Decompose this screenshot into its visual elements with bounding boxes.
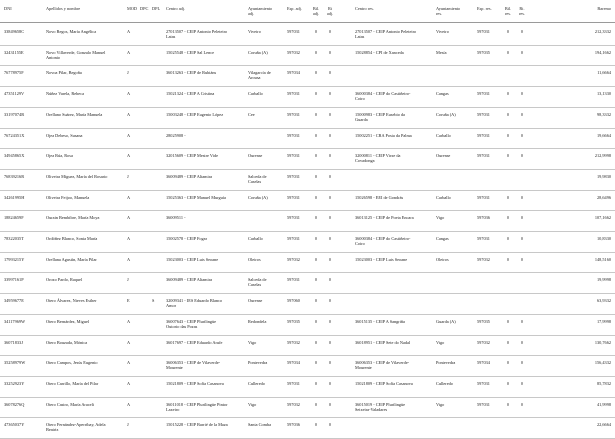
cell-centro-res: 36015019 - CEIP Plurilingüe Seixeira-Valadares [355, 401, 406, 412]
column-header-dni: DNI [4, 6, 12, 11]
cell-baremo: 130,7662 [594, 339, 611, 345]
cell-ayuntamiento-adj: Carballo [248, 91, 263, 97]
cell-ayuntamiento-res: Vigo [436, 401, 445, 407]
column-header-baremo: Baremo [597, 6, 611, 11]
cell-bil-adj: 0 [314, 70, 318, 76]
cell-ri-adj: 0 [328, 70, 332, 76]
cell-ri-res: 0 [520, 91, 524, 97]
cell-esp-adj: 597035 [287, 318, 300, 324]
cell-bil-res: 0 [506, 401, 510, 407]
cell-bil-adj: 0 [314, 215, 318, 221]
table-row [0, 418, 615, 439]
cell-ri-adj: 0 [328, 91, 332, 97]
cell-mod: A [127, 153, 131, 159]
cell-baremo: 194,1662 [594, 49, 611, 55]
cell-centro-adj: 36009489 - CEIP Altamira [166, 277, 213, 283]
cell-bil-res: 0 [506, 215, 510, 221]
cell-dni: 76839216R [4, 173, 25, 179]
cell-bil-adj: 0 [314, 318, 318, 324]
cell-ri-res: 0 [520, 256, 524, 262]
cell-ayuntamiento-adj: Vilagarcía de Arousa [248, 70, 271, 81]
header-rule [0, 22, 615, 23]
cell-ri-res: 0 [520, 29, 524, 34]
column-header-bil-res: Bil. res. [504, 6, 512, 16]
table-row [0, 129, 615, 150]
cell-dni: 34945865X [4, 153, 25, 159]
cell-baremo: 212,9998 [594, 153, 611, 159]
cell-centro-adj: 36009489 - CEIP Altamira [166, 173, 213, 179]
table-row [0, 108, 615, 129]
cell-centro-adj: 28025908 - [166, 132, 186, 138]
cell-ri-adj: 0 [328, 111, 332, 117]
cell-ri-adj: 0 [328, 132, 332, 138]
table-row [0, 87, 615, 108]
cell-bil-adj: 0 [314, 236, 318, 241]
cell-mod: E [127, 298, 130, 304]
cell-bil-adj: 0 [314, 360, 318, 366]
table-row [0, 149, 615, 170]
table-row [0, 191, 615, 212]
cell-name: Ojea Debeso, Susana [46, 132, 83, 138]
cell-centro-res: 36015135 - CEIP A Sangriña [355, 318, 405, 324]
cell-esp-res: 597035 [477, 318, 490, 324]
cell-ayuntamiento-res: Ourense [436, 153, 451, 159]
cell-mod: A [127, 29, 131, 34]
cell-name: Oliveira Míguez, María del Rosario [46, 173, 108, 179]
column-header-dpl: DPL [152, 6, 161, 11]
cell-centro-adj: 36011018 - CEIP Plurilingüe Pintor Laxeiro [166, 401, 228, 412]
cell-name: Novo Villaverde, Gonzalo Manuel Antonio [46, 49, 106, 60]
table-row [0, 336, 615, 357]
cell-ayuntamiento-adj: Ourense [248, 298, 263, 304]
cell-ri-res: 0 [520, 153, 524, 159]
cell-dni: 17993215Y [4, 256, 25, 262]
cell-esp-adj: 597031 [287, 236, 300, 241]
cell-esp-res: 597036 [477, 215, 490, 221]
cell-ayuntamiento-adj: Pontevedra [248, 360, 268, 366]
cell-ri-res: 0 [520, 215, 524, 221]
cell-ri-adj: 0 [328, 173, 332, 179]
cell-centro-res: 36000384 - CEIP do Castiñeiro- Coiro [355, 91, 411, 102]
cell-bil-res: 0 [506, 318, 510, 324]
cell-esp-adj: 597031 [287, 91, 300, 97]
cell-centro-adj: 32015609 - CEIP Mestre Vide [166, 153, 219, 159]
cell-ri-res: 0 [520, 339, 524, 345]
cell-esp-adj: 597034 [287, 360, 300, 366]
table-row [0, 356, 615, 377]
cell-dni: 33997161P [4, 277, 24, 283]
cell-centro-adj: 15021809 - CEIP Sofía Casanova [166, 380, 224, 386]
cell-bil-adj: 0 [314, 111, 318, 117]
cell-dni: 36071833J [4, 339, 23, 345]
table-row [0, 46, 615, 67]
cell-esp-adj: 597034 [287, 70, 300, 76]
cell-ayuntamiento-adj: Vigo [248, 339, 257, 345]
cell-mod: A [127, 256, 131, 262]
cell-dni: 34261995H [4, 194, 25, 200]
cell-bil-res: 0 [506, 256, 510, 262]
cell-centro-res: 15021809 - CEIP Sofía Casanova [355, 380, 413, 386]
cell-bil-adj: 0 [314, 277, 318, 283]
cell-baremo: 19,9998 [597, 277, 611, 283]
cell-ayuntamiento-adj: Ourense [248, 153, 263, 159]
cell-ayuntamiento-res: Mesía [436, 49, 447, 55]
cell-name: Orozo Pardo, Raquel [46, 277, 83, 283]
cell-esp-res: 597031 [477, 153, 490, 159]
cell-ri-res: 0 [520, 380, 524, 386]
column-header-bil-adj: Bil. adj. [312, 6, 320, 16]
cell-bil-res: 0 [506, 380, 510, 386]
cell-baremo: 19,6664 [597, 132, 611, 138]
cell-centro-res: 36013125 - CEIP de Poeta Encara [355, 215, 414, 221]
cell-baremo: 107,1662 [594, 215, 611, 221]
cell-mod: A [127, 360, 131, 366]
cell-baremo: 41,9998 [597, 401, 611, 407]
cell-bil-res: 0 [506, 153, 510, 159]
cell-ayuntamiento-res: Vigo [436, 215, 445, 221]
cell-dni: 34959677E [4, 298, 24, 304]
cell-dni: 76778975F [4, 70, 24, 76]
cell-name: Ourain Bembibre, María Moya [46, 215, 100, 221]
cell-esp-res: 597031 [477, 91, 490, 97]
cell-ayuntamiento-adj: Viveiro [248, 29, 261, 34]
cell-mod: A [127, 401, 131, 407]
cell-esp-res: 597035 [477, 49, 490, 55]
cell-ri-adj: 0 [328, 49, 332, 55]
table-row [0, 211, 615, 232]
cell-ri-adj: 0 [328, 380, 332, 386]
cell-name: Otero Campos, Jesús Eugenio [46, 360, 98, 366]
cell-dni: 36078276Q [4, 401, 25, 407]
cell-centro-adj: 15002578 - CEIP Fogar [166, 236, 208, 241]
cell-baremo: 19,9830 [597, 173, 611, 179]
cell-esp-res: 597031 [477, 401, 490, 407]
cell-centro-adj: 27013507 - CEIP Antonio Peleteiro Latas [166, 29, 228, 39]
cell-bil-res: 0 [506, 360, 510, 366]
cell-baremo: 156,4332 [594, 360, 611, 366]
cell-ayuntamiento-adj: Coruña (A) [248, 49, 268, 55]
cell-centro-adj: 36006353 - CEIP de Vilaverde- Mourente [166, 360, 221, 371]
cell-ayuntamiento-res: Vigo [436, 339, 445, 345]
cell-bil-res: 0 [506, 111, 510, 117]
cell-ayuntamiento-adj: Culleredo [248, 380, 265, 386]
table-row [0, 232, 615, 253]
cell-mod: A [127, 236, 131, 241]
cell-ri-res: 0 [520, 111, 524, 117]
cell-centro-adj: 15003248 - CEIP Eugenio López [166, 111, 224, 117]
column-header-centro-adj: Centro adj. [166, 6, 186, 11]
cell-mod: A [127, 49, 131, 55]
cell-centro-adj: 36007643 - CEIP Plurilingüe Outorio das Pozas [166, 318, 217, 329]
cell-esp-adj: 597031 [287, 173, 300, 179]
cell-ri-res: 0 [520, 401, 524, 407]
cell-centro-adj: 15015228 - CEIP Barrié de la Maza [166, 422, 228, 428]
cell-ayuntamiento-adj: Cee [248, 111, 255, 117]
cell-bil-adj: 0 [314, 422, 318, 428]
cell-name: Otero Bouzada, Mónica [46, 339, 88, 345]
cell-baremo: 148,5160 [594, 256, 611, 262]
cell-ayuntamiento-res: Coruña (A) [436, 111, 456, 117]
cell-mod: A [127, 91, 131, 97]
cell-ri-adj: 0 [328, 277, 332, 283]
column-header-ayuntamiento-adj: Ayuntamiento adj. [248, 6, 273, 16]
cell-esp-adj: 597032 [287, 49, 300, 55]
cell-bil-adj: 0 [314, 401, 318, 407]
cell-esp-adj: 597036 [287, 422, 300, 428]
cell-mod: A [127, 380, 131, 386]
cell-baremo: 85,7832 [597, 380, 611, 386]
cell-esp-res: 597031 [477, 380, 490, 386]
cell-name: Ordóñez Blanco, Sonia María [46, 236, 98, 241]
cell-mod: A [127, 318, 131, 324]
cell-ri-adj: 0 [328, 298, 332, 304]
column-header-mod: MOD [127, 6, 138, 11]
cell-bil-adj: 0 [314, 132, 318, 138]
cell-ri-adj: 0 [328, 339, 332, 345]
cell-dni: 76724351X [4, 132, 25, 138]
cell-centro-adj: 36017697 - CEIP Eduardo Arufe [166, 339, 223, 345]
cell-ayuntamiento-adj: Vigo [248, 401, 257, 407]
cell-bil-adj: 0 [314, 380, 318, 386]
cell-esp-adj: 597031 [287, 29, 300, 34]
cell-bil-adj: 0 [314, 91, 318, 97]
cell-centro-adj: 15021324 - CEIP A Cristina [166, 91, 215, 97]
cell-ayuntamiento-res: Cangas [436, 91, 449, 97]
cell-bil-res: 0 [506, 91, 510, 97]
cell-ayuntamiento-res: Pontevedra [436, 360, 456, 366]
cell-name: Núñez Varela, Rebeca [46, 91, 84, 97]
cell-mod: A [127, 339, 131, 345]
cell-centro-adj: 15023003 - CEIP Luis Seoane [166, 256, 219, 262]
cell-ri-res: 0 [520, 132, 524, 138]
cell-ri-adj: 0 [328, 256, 332, 262]
cell-name: Novo Regos, María Angélica [46, 29, 97, 34]
column-header-name: Apellidos y nombre [46, 6, 81, 11]
table-row [0, 25, 615, 46]
cell-mod: J [127, 173, 129, 179]
column-header-ayuntamiento-res: Ayuntamiento res. [436, 6, 461, 16]
cell-esp-adj: 597031 [287, 277, 300, 283]
cell-name: Otero Carrillo, María del Pilar [46, 380, 99, 386]
cell-ayuntamiento-adj: Santa Comba [248, 422, 272, 428]
cell-bil-adj: 0 [314, 153, 318, 159]
cell-name: Orellana Agustín, María Pilar [46, 256, 97, 262]
table-row [0, 315, 615, 336]
column-header-ri-adj: Ri adj. [326, 6, 334, 16]
cell-baremo: 13,1330 [597, 91, 611, 97]
cell-ayuntamiento-adj: Redondela [248, 318, 267, 324]
cell-ayuntamiento-res: Guarda (A) [436, 318, 456, 324]
cell-baremo: 11,6664 [597, 70, 611, 76]
table-row [0, 253, 615, 274]
cell-esp-adj: 597031 [287, 215, 300, 221]
cell-esp-adj: 597031 [287, 380, 300, 386]
cell-dni: 33197074R [4, 111, 25, 117]
cell-baremo: 10,8330 [597, 236, 611, 241]
cell-ayuntamiento-adj: Coruña (A) [248, 194, 268, 200]
cell-centro-adj: 36009511 - [166, 215, 186, 221]
cell-esp-res: 597031 [477, 111, 490, 117]
cell-ri-adj: 0 [328, 29, 332, 34]
cell-centro-res: 15026598 - EEI de Gondrás [355, 194, 404, 200]
cell-dpl: S [152, 298, 155, 304]
cell-esp-adj: 597032 [287, 256, 300, 262]
cell-bil-adj: 0 [314, 29, 318, 34]
table-row [0, 294, 615, 315]
cell-centro-adj: 36013263 - CEIP de Rubiáns [166, 70, 217, 76]
cell-esp-res: 597032 [477, 256, 490, 262]
cell-ri-res: 0 [520, 236, 524, 241]
cell-ayuntamiento-res: Carballo [436, 194, 451, 200]
cell-esp-res: 597031 [477, 132, 490, 138]
cell-ri-adj: 0 [328, 401, 332, 407]
cell-mod: A [127, 194, 131, 200]
cell-bil-adj: 0 [314, 173, 318, 179]
cell-centro-res: 36018951 - CEIP Sete do Nadal [355, 339, 411, 345]
cell-ayuntamiento-adj: Salceda de Caselas [248, 277, 267, 288]
table-row [0, 170, 615, 191]
cell-esp-res: 597034 [477, 360, 490, 366]
cell-dni: 33252923Y [4, 380, 25, 386]
cell-dni: 34117969W [4, 318, 26, 324]
cell-bil-adj: 0 [314, 49, 318, 55]
cell-baremo: 212,3332 [594, 29, 611, 34]
cell-centro-res: 36006353 - CEIP de Vilaverde- Mourente [355, 360, 410, 371]
cell-centro-adj: 32009341 - IES Eduardo Blanco Amor [166, 298, 223, 309]
cell-ayuntamiento-res: Oleiros [436, 256, 449, 262]
cell-dni: 35258979W [4, 360, 26, 366]
cell-ayuntamiento-res: Culleredo [436, 380, 453, 386]
cell-name: Ojea Rúa, Rosa [46, 153, 73, 159]
cell-centro-res: 36000384 - CEIP do Castiñeiro- Coiro [355, 236, 411, 246]
cell-bil-adj: 0 [314, 339, 318, 345]
cell-name: Otero Castro, María Araceli [46, 401, 94, 407]
cell-ri-res: 0 [520, 49, 524, 55]
cell-mod: J [127, 277, 129, 283]
cell-dni: 47365037Y [4, 422, 25, 428]
cell-esp-adj: 597031 [287, 132, 300, 138]
cell-dni: 18824659F [4, 215, 24, 221]
cell-name: Novoa Pilar, Begoña [46, 70, 82, 76]
table-row [0, 398, 615, 419]
column-header-dpc: DPC [140, 6, 149, 11]
cell-esp-res: 597031 [477, 236, 490, 241]
cell-ayuntamiento-adj: Carballo [248, 236, 263, 241]
cell-baremo: 98,3332 [597, 111, 611, 117]
cell-ri-adj: 0 [328, 318, 332, 324]
table-header [0, 6, 615, 20]
cell-baremo: 22,6664 [597, 422, 611, 428]
cell-esp-adj: 597031 [287, 111, 300, 117]
cell-dni: 32431155E [4, 49, 24, 55]
cell-ayuntamiento-adj: Salceda de Caselas [248, 173, 267, 184]
cell-mod: J [127, 70, 129, 76]
cell-mod: A [127, 215, 131, 221]
cell-esp-adj: 597060 [287, 298, 300, 304]
column-header-esp-adj: Esp. adj. [287, 6, 302, 11]
cell-ri-adj: 0 [328, 215, 332, 221]
cell-bil-res: 0 [506, 236, 510, 241]
cell-esp-adj: 597032 [287, 339, 300, 345]
cell-esp-res: 597032 [477, 339, 490, 345]
cell-bil-res: 0 [506, 49, 510, 55]
cell-centro-res: 27013507 - CEIP Antonio Peleteiro Latas [355, 29, 417, 39]
table-row [0, 273, 615, 294]
cell-ri-res: 0 [520, 318, 524, 324]
cell-centro-res: 32000811 - CEIP Virxe da Covadonga [355, 153, 401, 164]
cell-mod: J [127, 422, 129, 428]
cell-esp-adj: 597032 [287, 401, 300, 407]
cell-ri-adj: 0 [328, 422, 332, 428]
cell-baremo: 63,9332 [597, 298, 611, 304]
cell-esp-res: 597031 [477, 29, 490, 34]
cell-dni: 33849658C [4, 29, 25, 34]
cell-centro-adj: 15025363 - CEIP Manuel Murguía [166, 194, 226, 200]
cell-name: Otero Álvarez, Nieves Esther [46, 298, 97, 304]
cell-bil-res: 0 [506, 194, 510, 200]
cell-centro-res: 15002251 - CRA Posta da Palma [355, 132, 412, 138]
cell-bil-res: 0 [506, 29, 510, 34]
cell-bil-adj: 0 [314, 256, 318, 262]
cell-name: Oliveira Feijoo, Manuela [46, 194, 90, 200]
cell-bil-adj: 0 [314, 298, 318, 304]
cell-centro-res: 15023003 - CEIP Luis Seoane [355, 256, 408, 262]
cell-mod: A [127, 111, 131, 117]
cell-esp-adj: 597031 [287, 153, 300, 159]
cell-ri-adj: 0 [328, 360, 332, 366]
cell-dni: 78322035T [4, 236, 24, 241]
cell-ayuntamiento-res: Viveiro [436, 29, 449, 34]
cell-ri-res: 0 [520, 360, 524, 366]
cell-ri-adj: 0 [328, 153, 332, 159]
column-header-esp-res: Esp. res. [477, 6, 492, 11]
cell-esp-res: 597031 [477, 194, 490, 200]
cell-dni: 47351129V [4, 91, 25, 97]
cell-centro-res: 15000983 - CEIP Eusebio da Guarda [355, 111, 405, 122]
cell-ayuntamiento-res: Carballo [436, 132, 451, 138]
cell-ayuntamiento-res: Cangas [436, 236, 449, 241]
cell-centro-res: 15028854 - CPI de Xanceda [355, 49, 404, 55]
table-row [0, 66, 615, 87]
table-row [0, 377, 615, 398]
column-header-ri-res: Ri. res. [518, 6, 526, 16]
cell-name: Otero Bernárdez, Miguel [46, 318, 90, 324]
cell-bil-adj: 0 [314, 194, 318, 200]
cell-baremo: 28,6496 [597, 194, 611, 200]
cell-name: Otero Fernández-Aperribay, Adela Beatriz [46, 422, 106, 433]
cell-ri-adj: 0 [328, 194, 332, 200]
cell-centro-adj: 15025548 - CEIP Sal Lence [166, 49, 215, 55]
cell-bil-res: 0 [506, 132, 510, 138]
cell-ri-adj: 0 [328, 236, 332, 241]
cell-esp-adj: 597031 [287, 194, 300, 200]
cell-ayuntamiento-adj: Oleiros [248, 256, 261, 262]
cell-name: Orellano Suárez, María Manuela [46, 111, 103, 117]
cell-baremo: 17,9998 [597, 318, 611, 324]
cell-mod: A [127, 132, 131, 138]
cell-ri-res: 0 [520, 194, 524, 200]
cell-bil-res: 0 [506, 339, 510, 345]
column-header-centro-res: Centro res. [355, 6, 374, 11]
